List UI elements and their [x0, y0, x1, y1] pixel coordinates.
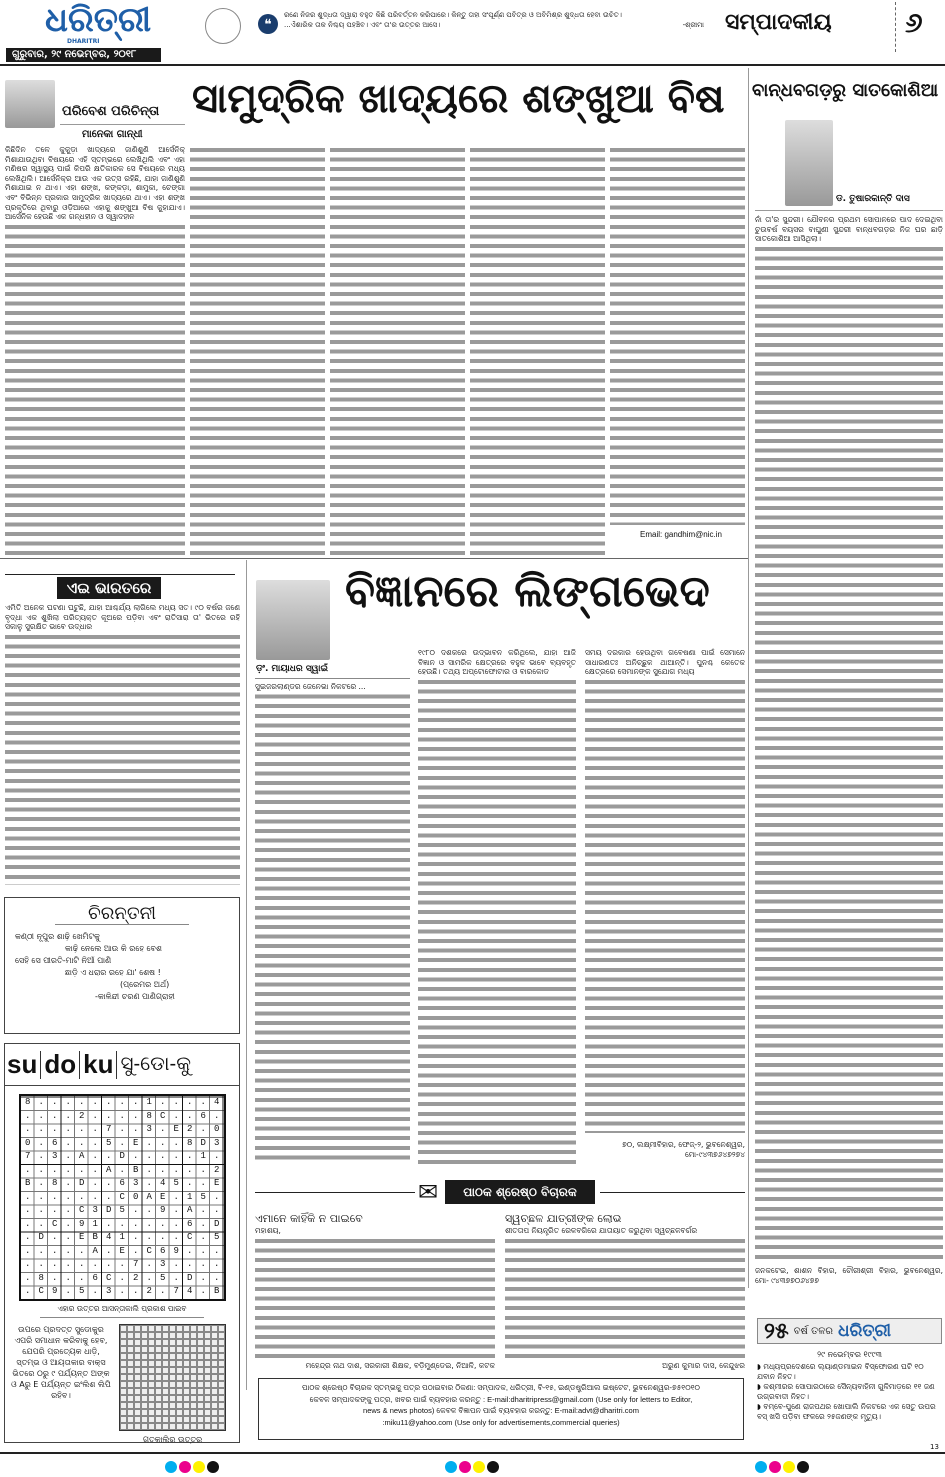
answer-cell	[190, 1325, 197, 1332]
answer-cell	[127, 1367, 134, 1374]
answer-cell	[141, 1381, 148, 1388]
answer-cell	[169, 1409, 176, 1416]
author-photo	[256, 580, 330, 660]
sudoku-row[interactable]: .......C0AE.15.	[25, 1191, 228, 1202]
lead-body-col2	[190, 145, 325, 555]
answer-cell	[148, 1353, 155, 1360]
sudoku-row[interactable]: ........7.3....	[25, 1259, 228, 1269]
author-address: ୭୦, ଲକ୍ଷ୍ମୀବିହାର, ଫେଜ୍-୨, ଭୁବନେଶ୍ୱର, ମୋ-୯୪୩୭୬୪୭୨୭୪	[585, 1140, 745, 1159]
answer-cell	[190, 1332, 197, 1339]
sudoku-instructions: ଉପରେ ପ୍ରଦତ୍ତ ସୁଡୋକୁର ଏପରି ସମାଧାନ କରିବାକୁ ହେବ, ଯେପରି ପ୍ରତ୍ୟେକ ଧାଡ଼ି, ସ୍ତମ୍ଭ ଓ ଆୟତାକାର ବାକ୍ସ ଭିତରେ ୦ରୁ ୯ ପର୍ଯ୍ୟନ୍ତ ଅଙ୍କ ଓ Aରୁ E ପର୍ଯ୍ୟନ୍ତ ଇଂଲିଶ ଲିପି ରହିବ।	[11, 1324, 111, 1400]
answer-cell	[127, 1339, 134, 1346]
answer-cell	[127, 1332, 134, 1339]
answer-cell	[190, 1423, 197, 1430]
answer-cell	[134, 1402, 141, 1409]
answer-cell	[162, 1395, 169, 1402]
answer-cell	[211, 1339, 218, 1346]
answer-cell	[176, 1346, 183, 1353]
answer-cell	[134, 1339, 141, 1346]
answer-cell	[162, 1332, 169, 1339]
answer-cell	[183, 1409, 190, 1416]
right-body: ନାଁ ତା'ର ସୁନ୍ଦରୀ। ଯୌବନର ପ୍ରଥମ ସୋପାନରେ ପାଦ ଦେଇଥିବା ଚୁଉବର୍ଷ ବୟସର ବାଘୁଣୀ ସୁନ୍ଦରୀ ବାନ୍ଧବଗଡ଼ର ନିଜ ଘର ଛାଡ଼ି ସାତକୋଶିଆ ଆସିଥିଲା।	[755, 215, 943, 1260]
answer-cell	[148, 1374, 155, 1381]
answer-cell	[141, 1409, 148, 1416]
answer-cell	[134, 1409, 141, 1416]
answer-cell	[183, 1325, 190, 1332]
answer-cell	[197, 1325, 204, 1332]
answer-cell	[204, 1367, 211, 1374]
archive-date: ୨୯ ନଭେମ୍ବର ୧୯୯୩	[817, 1350, 882, 1359]
poem-box	[4, 897, 240, 1034]
answer-cell	[162, 1381, 169, 1388]
answer-cell	[176, 1332, 183, 1339]
answer-cell	[127, 1360, 134, 1367]
answer-cell	[141, 1339, 148, 1346]
page-num: 13	[930, 1443, 939, 1451]
answer-cell	[120, 1360, 127, 1367]
answer-cell	[190, 1346, 197, 1353]
emblem-icon	[205, 8, 241, 44]
sudoku-row[interactable]: 0.6...5.E...8D3	[25, 1137, 228, 1148]
answer-cell	[155, 1423, 162, 1430]
answer-cell	[204, 1416, 211, 1423]
answer-cell	[204, 1346, 211, 1353]
lead-body-col1: କିଛିଦିନ ତଳେ କୁକୁଡ଼ା ଖାଦ୍ୟରେ ଜାଣିଶୁଣି ଆର୍ସେନିକ୍ ମିଶାଯାଉଥିବା ବିଷୟରେ ଏହି ସ୍ତମ୍ଭରେ ଲେଖିଥିଲି ଏବଂ ଏହା ମଣିଷର ସ୍ୱାସ୍ଥ୍ୟ ପାଇଁ କିପରି କ୍ଷତିକାରକ ସେ ବିଷୟରେ ମଧ୍ୟ ଲେଖିଥିଲି। ଆର୍ସେନିକ୍ର ଆଉ ଏକ ଉତ୍ସ ରହିଛି, ଯାହା ଜାଣିଶୁଣି ମିଶାଯାଇ ନ ଥାଏ। ଏହା ଶଙ୍ଖ, କଙ୍କଡ଼ା, ଶାମୁକା, ଚେଙ୍ଗା ଏବଂ ବିଭିନ୍ନ ପ୍ରକାର ସାମୁଦ୍ରିକ ଖାଦ୍ୟରେ ଥାଏ। ଏହା ଶଙ୍ଖ ପ୍ରକୃତିରେ ଥିବାରୁ ଓଡ଼ିଆରେ ଏହାକୁ ଶଙ୍ଖୁଆ ବିଷ କୁହାଯାଏ। ଆର୍ସେନିକ ହେଉଛି ଏକ ଗନ୍ଧହୀନ ଓ ସ୍ୱାଦହୀନ	[5, 145, 185, 555]
answer-cell	[127, 1353, 134, 1360]
answer-cell	[127, 1374, 134, 1381]
answer-cell	[148, 1339, 155, 1346]
answer-cell	[176, 1360, 183, 1367]
mailbox-icon: ✉	[418, 1178, 439, 1206]
answer-cell	[211, 1409, 218, 1416]
lead-headline: ସାମୁଦ୍ରିକ ଖାଦ୍ୟରେ ଶଙ୍ଖୁଆ ବିଷ	[192, 76, 725, 122]
answer-cell	[169, 1416, 176, 1423]
sudoku-row[interactable]: .C9.5.3..2.74.B	[25, 1286, 228, 1296]
answer-cell	[120, 1423, 127, 1430]
answer-cell	[148, 1416, 155, 1423]
answer-cell	[127, 1388, 134, 1395]
answer-cell	[190, 1395, 197, 1402]
answer-cell	[183, 1416, 190, 1423]
answer-cell	[197, 1395, 204, 1402]
answer-cell	[218, 1353, 225, 1360]
answer-cell	[190, 1402, 197, 1409]
answer-cell	[183, 1353, 190, 1360]
answer-cell	[162, 1339, 169, 1346]
answer-cell	[211, 1325, 218, 1332]
answer-cell	[218, 1360, 225, 1367]
answer-cell	[162, 1402, 169, 1409]
answer-cell	[127, 1409, 134, 1416]
answer-cell	[155, 1416, 162, 1423]
answer-cell	[190, 1381, 197, 1388]
answer-cell	[197, 1360, 204, 1367]
answer-cell	[169, 1423, 176, 1430]
answer-cell	[211, 1360, 218, 1367]
answer-cell	[162, 1388, 169, 1395]
answer-cell	[211, 1374, 218, 1381]
answer-cell	[176, 1381, 183, 1388]
archive-banner: ୨୫ ବର୍ଷ ତଳର ଧରିତ୍ରୀ	[757, 1318, 942, 1344]
answer-cell	[155, 1409, 162, 1416]
answer-cell	[148, 1360, 155, 1367]
answer-cell	[155, 1346, 162, 1353]
answer-cell	[190, 1416, 197, 1423]
answer-cell	[169, 1325, 176, 1332]
answer-cell	[176, 1423, 183, 1430]
answer-cell	[148, 1395, 155, 1402]
answer-cell	[211, 1402, 218, 1409]
answer-cell	[197, 1381, 204, 1388]
contact-box: ପାଠକ ଶ୍ରେଷ୍ଠ ବିଚାରକ ସ୍ତମ୍ଭକୁ ପତ୍ର ପଠାଇବାର ଠିକଣା: ସମ୍ପାଦକ, ଧରିତ୍ରୀ, ବି-୧୫, ଇଣ୍ଡଷ୍ଟ୍ରିଆଲ ଇଷ୍ଟେଟ, ଭୁବନେଶ୍ୱର-୭୫୧୦୧୦ କେବଳ ସମ୍ପାଦକଙ୍କୁ ପତ୍ର, ଖବର ପାଇଁ ବ୍ୟବହାର କରନ୍ତୁ : E-mail:dharitripress@gmail.com (Use only for letters to Editor, news & news photos) କେବଳ ବିଜ୍ଞାପନ ପାଇଁ ବ୍ୟବହାର କରନ୍ତୁ: E-mail:advt@dharitri.com :miku11@yahoo.com (Use only for advertisements,commercial queries)	[258, 1378, 744, 1440]
answer-cell	[162, 1423, 169, 1430]
previous-answer-grid	[119, 1324, 226, 1431]
answer-cell	[134, 1381, 141, 1388]
date-bar: ଗୁରୁବାର, ୨୯ ନଭେମ୍ବର, ୨୦୧୮	[6, 48, 161, 62]
answer-cell	[204, 1339, 211, 1346]
answer-cell	[148, 1409, 155, 1416]
answer-cell	[183, 1339, 190, 1346]
answer-cell	[134, 1374, 141, 1381]
answer-cell	[197, 1409, 204, 1416]
header-rule	[0, 64, 945, 66]
answer-cell	[197, 1423, 204, 1430]
science-body-col1: ସୁଇଜରଲାଣ୍ଡର ଜେନେଭା ନିକଟରେ ...	[255, 682, 410, 1165]
lead-body-col4	[470, 145, 605, 555]
answer-cell	[155, 1381, 162, 1388]
section-title: ସମ୍ପାଦକୀୟ	[725, 10, 832, 35]
answer-cell	[183, 1388, 190, 1395]
answer-cell	[211, 1367, 218, 1374]
answer-cell	[127, 1416, 134, 1423]
author-name: ମାନେକା ଗାନ୍ଧୀ	[82, 129, 143, 140]
answer-cell	[176, 1402, 183, 1409]
answer-cell	[120, 1325, 127, 1332]
answer-cell	[134, 1423, 141, 1430]
answer-cell	[197, 1353, 204, 1360]
answer-cell	[162, 1353, 169, 1360]
answer-cell	[176, 1388, 183, 1395]
masthead-logo: ଧରିତ୍ରୀ DHARITRI	[45, 0, 152, 45]
answer-cell	[190, 1339, 197, 1346]
answer-cell	[134, 1367, 141, 1374]
science-headline: ବିଜ୍ଞାନରେ ଲିଙ୍ଗଭେଦ	[345, 566, 710, 617]
answer-cell	[218, 1395, 225, 1402]
answer-cell	[204, 1423, 211, 1430]
previous-answer-label: ଗତକାଲିର ଉତ୍ତର	[142, 1434, 203, 1444]
answer-cell	[169, 1360, 176, 1367]
answer-cell	[120, 1416, 127, 1423]
lead-body-col3	[330, 145, 465, 555]
answer-cell	[141, 1332, 148, 1339]
column-kicker: ପରିବେଶ ପରିଚିନ୍ତା	[62, 104, 160, 119]
answer-cell	[148, 1388, 155, 1395]
answer-cell	[218, 1339, 225, 1346]
registration-marks	[445, 1458, 501, 1477]
poem-title: ଚିରନ୍ତନୀ	[55, 903, 189, 925]
answer-cell	[120, 1381, 127, 1388]
archive-item: ◗ ବମ୍ବେ-ପୁଣେ ରାଜପଥର ଖୋପାଲି ନିକଟରେ ଏକ ସେତୁ ଉପର ବସ୍ ଖସି ପଡ଼ିବା ଫଳରେ ୨୫ଜଣଙ୍କ ମୃତ୍ୟୁ।	[757, 1402, 936, 1421]
answer-cell	[211, 1346, 218, 1353]
sudoku-row[interactable]: ......7..3.E2.0	[25, 1124, 228, 1134]
answer-cell	[211, 1381, 218, 1388]
sudoku-row[interactable]: .D..EB41....C.5	[25, 1232, 228, 1242]
science-body-col2: ୧୯୮୦ ଦଶକରେ ଉଦ୍ଭାବନ କରିଥିଲେ, ଯାହା ଆଜି ବିଜ୍ଞାନ ଓ ସାମରିକ କ୍ଷେତ୍ରରେ ବହୁଳ ଭାବେ ବ୍ୟବହୃତ ହେଉଛି। ତଥ୍ୟ ଅପ୍ଟୋଫୋଟାର ଓ ବାରକୋଡ	[418, 648, 576, 1165]
answer-cell	[162, 1367, 169, 1374]
answer-cell	[127, 1381, 134, 1388]
answer-cell	[218, 1416, 225, 1423]
answer-cell	[169, 1332, 176, 1339]
answer-cell	[176, 1353, 183, 1360]
answer-cell	[169, 1395, 176, 1402]
quote-icon: ❝	[258, 14, 278, 34]
answer-cell	[218, 1332, 225, 1339]
sudoku-row[interactable]: .....A.E.C69...	[25, 1245, 228, 1256]
answer-cell	[176, 1395, 183, 1402]
answer-cell	[197, 1332, 204, 1339]
answer-cell	[197, 1339, 204, 1346]
answer-cell	[176, 1339, 183, 1346]
answer-cell	[204, 1395, 211, 1402]
answer-cell	[197, 1374, 204, 1381]
answer-cell	[155, 1367, 162, 1374]
answer-cell	[141, 1367, 148, 1374]
answer-cell	[190, 1367, 197, 1374]
author-photo	[785, 120, 833, 206]
science-body-col3: ସମୟ ଦରକାର ହେଉଥିବା ଗବେଷଣା ପାଇଁ ସେମାନେ ସାଧାରଣତଃ ଅନିଚ୍ଛୁକ ଥାଆନ୍ତି। ପୁନଶ୍ଚ କେତେକ କ୍ଷେତ୍ରରେ ସେମାନଙ୍କ ସୁଯୋଗ ମଧ୍ୟ	[585, 648, 745, 1133]
answer-cell	[127, 1395, 134, 1402]
answer-cell	[183, 1395, 190, 1402]
answer-cell	[134, 1360, 141, 1367]
answer-cell	[120, 1346, 127, 1353]
answer-cell	[204, 1332, 211, 1339]
answer-cell	[134, 1346, 141, 1353]
answer-cell	[155, 1360, 162, 1367]
answer-cell	[211, 1416, 218, 1423]
answer-cell	[176, 1325, 183, 1332]
answer-cell	[183, 1332, 190, 1339]
answer-cell	[169, 1388, 176, 1395]
page-number: ୬	[905, 6, 923, 39]
archive-list	[757, 1362, 943, 1422]
answer-cell	[162, 1409, 169, 1416]
answer-cell	[218, 1409, 225, 1416]
answer-cell	[120, 1367, 127, 1374]
answer-note: ଏହାର ଉତ୍ତର ଆସନ୍ତାକାଲି ପ୍ରକାଶ ପାଇବ	[57, 1303, 187, 1313]
answer-cell	[190, 1360, 197, 1367]
answer-cell	[155, 1395, 162, 1402]
answer-cell	[197, 1346, 204, 1353]
answer-cell	[169, 1339, 176, 1346]
answer-cell	[162, 1346, 169, 1353]
answer-cell	[169, 1402, 176, 1409]
answer-cell	[183, 1402, 190, 1409]
answer-cell	[120, 1332, 127, 1339]
answer-cell	[169, 1381, 176, 1388]
archive-item: ◗ ମଧ୍ୟପ୍ରଦେଶରେ ଲ୍ୟାଣ୍ଡମାଇନ ବିସ୍ଫୋରଣ ଘଟି ୧୦ ଯବାନ ନିହତ।	[757, 1362, 924, 1381]
answer-cell	[218, 1402, 225, 1409]
answer-cell	[218, 1367, 225, 1374]
answer-cell	[134, 1325, 141, 1332]
sudoku-row[interactable]: ......A.B.....2	[25, 1164, 228, 1175]
answer-cell	[218, 1423, 225, 1430]
answer-cell	[141, 1416, 148, 1423]
answer-cell	[120, 1388, 127, 1395]
registration-marks	[755, 1458, 811, 1477]
letter: ସ୍ୱଚ୍ଛଳ ଯାତ୍ରୀଙ୍କ ଲୋଭ ଶୀତତାପ ନିୟନ୍ତ୍ରିତ ରେଳବଗିରେ ଯାତାୟାତ କରୁଥିବା ସ୍ୱଚ୍ଛଳବର୍ଗର ଅରୁଣ କୁମାର ଦାସ, କେନ୍ଦୁଝର	[505, 1212, 745, 1370]
answer-cell	[183, 1374, 190, 1381]
sudoku-row[interactable]: ..C.91......6.D	[25, 1218, 228, 1229]
answer-cell	[204, 1360, 211, 1367]
right-headline: ବାନ୍ଧବଗଡ଼ରୁ ସାତକୋଶିଆ	[752, 80, 939, 101]
answer-cell	[141, 1325, 148, 1332]
answer-cell	[204, 1409, 211, 1416]
answer-cell	[197, 1402, 204, 1409]
answer-cell	[183, 1381, 190, 1388]
answer-cell	[218, 1346, 225, 1353]
answer-cell	[211, 1353, 218, 1360]
answer-cell	[183, 1423, 190, 1430]
answer-cell	[197, 1367, 204, 1374]
author-address: ଜନକଟେଇ, ଶାଶନ ବିହାର, ଚୌରୀଶ୍ରୀ ବିହାର, ଭୁବନେଶ୍ୱର, ମୋ- ୯୪୩୭୭୦୬୪୭୭	[755, 1266, 943, 1285]
answer-cell	[134, 1353, 141, 1360]
letters-banner: ପାଠକ ଶ୍ରେଷ୍ଠ ବିଚାରକ	[445, 1180, 595, 1204]
answer-cell	[134, 1395, 141, 1402]
answer-cell	[204, 1381, 211, 1388]
section-banner: ଏଇ ଭାରତରେ	[57, 577, 161, 599]
answer-cell	[218, 1388, 225, 1395]
answer-cell	[141, 1423, 148, 1430]
sudoku-row[interactable]: 8........1....4	[25, 1097, 228, 1107]
answer-cell	[155, 1332, 162, 1339]
answer-cell	[120, 1339, 127, 1346]
author-email: Email: gandhim@nic.in	[640, 530, 722, 539]
author-name: ଡ. ତୁଷାରକାନ୍ତି ଦାସ	[836, 194, 910, 204]
answer-cell	[190, 1374, 197, 1381]
answer-cell	[204, 1402, 211, 1409]
answer-cell	[218, 1374, 225, 1381]
answer-cell	[141, 1402, 148, 1409]
letter: ଏମାନେ କାହିଁକି ନ ପାଇବେ ମହାଶୟ, ମହେନ୍ଦ୍ର ନାଥ ଦାଶ, ସରକାରୀ ଶିକ୍ଷକ, ବଡ଼ିମୁଣ୍ଡେଇ, ନିଆଳି, କଟକ	[255, 1212, 495, 1370]
answer-cell	[141, 1388, 148, 1395]
answer-cell	[148, 1367, 155, 1374]
lead-body-col5	[610, 145, 745, 525]
poem-lines: କଣ୍ଠୀ ନୂପୁର ଶାଢ଼ି ଖେମିଟକୁ କାଢ଼ି ନେଲେ ଆଉ କି ରହେ ବେଶ ସେହି ସେ ପୀରତି-ମାଟି ନିଆଁ ପାଣି ଛାଡ଼ି ଏ ଧରାର ରହେ ଯା' ଶେଷ ! (ପ୍ରେମର ଅର୍ଥ) -କାଳିନ୍ଦୀ ଚରଣ ପାଣିଗ୍ରାହୀ	[15, 932, 175, 1001]
answer-cell	[162, 1360, 169, 1367]
answer-cell	[190, 1409, 197, 1416]
sudoku-row[interactable]: ....2....8C..6.	[25, 1110, 228, 1121]
answer-cell	[148, 1325, 155, 1332]
answer-cell	[162, 1416, 169, 1423]
answer-cell	[162, 1374, 169, 1381]
answer-cell	[155, 1353, 162, 1360]
archive-item: ◗ କଶ୍ମୀରର ସୋପାରଠାରେ ସୈନ୍ୟବାହିନୀ ଗୁଳିମାଡ଼ରେ ୧୧ ଜଣ ଉଗ୍ରବାଦୀ ନିହତ।	[757, 1382, 935, 1401]
answer-cell	[176, 1416, 183, 1423]
sudoku-box	[4, 1043, 240, 1443]
answer-cell	[204, 1388, 211, 1395]
answer-cell	[197, 1388, 204, 1395]
author-name: ଡ଼ଂ. ମାୟାଧର ସ୍ୱାଇଁ	[256, 664, 329, 674]
answer-cell	[127, 1325, 134, 1332]
answer-cell	[176, 1367, 183, 1374]
answer-cell	[120, 1409, 127, 1416]
answer-cell	[134, 1332, 141, 1339]
answer-cell	[176, 1374, 183, 1381]
answer-cell	[148, 1402, 155, 1409]
answer-cell	[141, 1346, 148, 1353]
answer-cell	[127, 1423, 134, 1430]
answer-cell	[211, 1423, 218, 1430]
answer-cell	[211, 1332, 218, 1339]
answer-cell	[204, 1374, 211, 1381]
answer-cell	[148, 1381, 155, 1388]
sudoku-row[interactable]: B.8.D..63.45..E	[25, 1178, 228, 1188]
answer-cell	[169, 1374, 176, 1381]
answer-cell	[148, 1332, 155, 1339]
sudoku-row[interactable]: ....C3D5..9.A..	[25, 1205, 228, 1215]
answer-cell	[211, 1395, 218, 1402]
answer-cell	[134, 1388, 141, 1395]
india-body: ଏମିତି ଅନେକ ଘଟଣା ଘଟୁଛି, ଯାହା ଆଶ୍ଚର୍ଯ୍ୟ ଲାଗିଲେ ମଧ୍ୟ ସତ। ୯୦ ବର୍ଷର ଜଣେ ବୃଦ୍ଧା ଏକ ଶୁଖିଲା ପରିତ୍ୟକ୍ତ କୂଅରେ ପଡ଼ିବା ଏବଂ ରାତିସାରା ତା' ଭିତରେ ରହି ସକାଳୁ ସୁରକ୍ଷିତ ଭାବେ ଉଦ୍ଧାର	[5, 603, 240, 885]
answer-cell	[141, 1374, 148, 1381]
answer-cell	[134, 1416, 141, 1423]
answer-cell	[183, 1360, 190, 1367]
answer-cell	[176, 1409, 183, 1416]
answer-cell	[141, 1360, 148, 1367]
answer-cell	[141, 1353, 148, 1360]
answer-cell	[169, 1353, 176, 1360]
answer-cell	[197, 1416, 204, 1423]
answer-cell	[183, 1346, 190, 1353]
answer-cell	[155, 1339, 162, 1346]
answer-cell	[120, 1374, 127, 1381]
quote: ରଣେ ନିଜର ଶୁଦ୍ଧତା ଦ୍ୱାରା ବହୁତ କିଛି ପରିବର୍ତ୍ତନ କରିପାରେ। କିନ୍ତୁ ତାହା ସଂପୂର୍ଣ୍ଣ ପବିତ୍ର ଓ ଅବିମିଶ୍ର ଶୁଦ୍ଧତା ହେବା ଉଚିତ। ...ଏଁଶାରିକ ତାକ ନିଶ୍ଚୟ ପହଞ୍ଚିବ। ଏବଂ ତା'ର ଉତ୍ତର ଆସେ। -ଶ୍ରୀମା	[284, 11, 704, 29]
author-photo	[5, 80, 55, 128]
answer-cell	[141, 1395, 148, 1402]
answer-cell	[127, 1402, 134, 1409]
answer-cell	[155, 1374, 162, 1381]
answer-cell	[190, 1353, 197, 1360]
answer-cell	[155, 1325, 162, 1332]
sudoku-row[interactable]: 7.3.A..D.....1.	[25, 1151, 228, 1161]
answer-cell	[155, 1388, 162, 1395]
answer-cell	[190, 1388, 197, 1395]
answer-cell	[148, 1423, 155, 1430]
answer-cell	[148, 1346, 155, 1353]
answer-cell	[211, 1388, 218, 1395]
answer-cell	[204, 1353, 211, 1360]
answer-cell	[183, 1367, 190, 1374]
answer-cell	[120, 1395, 127, 1402]
answer-cell	[169, 1346, 176, 1353]
answer-cell	[218, 1381, 225, 1388]
sudoku-title: su do ku ସୁ-ଡୋ-କୁ	[5, 1044, 239, 1086]
sudoku-row[interactable]: .8...6C.2.5.D..	[25, 1272, 228, 1283]
answer-cell	[155, 1402, 162, 1409]
sudoku-grid[interactable]	[19, 1094, 226, 1301]
answer-cell	[169, 1367, 176, 1374]
answer-cell	[120, 1353, 127, 1360]
registration-marks	[165, 1458, 221, 1477]
answer-cell	[162, 1325, 169, 1332]
answer-cell	[120, 1402, 127, 1409]
answer-cell	[127, 1346, 134, 1353]
answer-cell	[204, 1325, 211, 1332]
answer-cell	[218, 1325, 225, 1332]
